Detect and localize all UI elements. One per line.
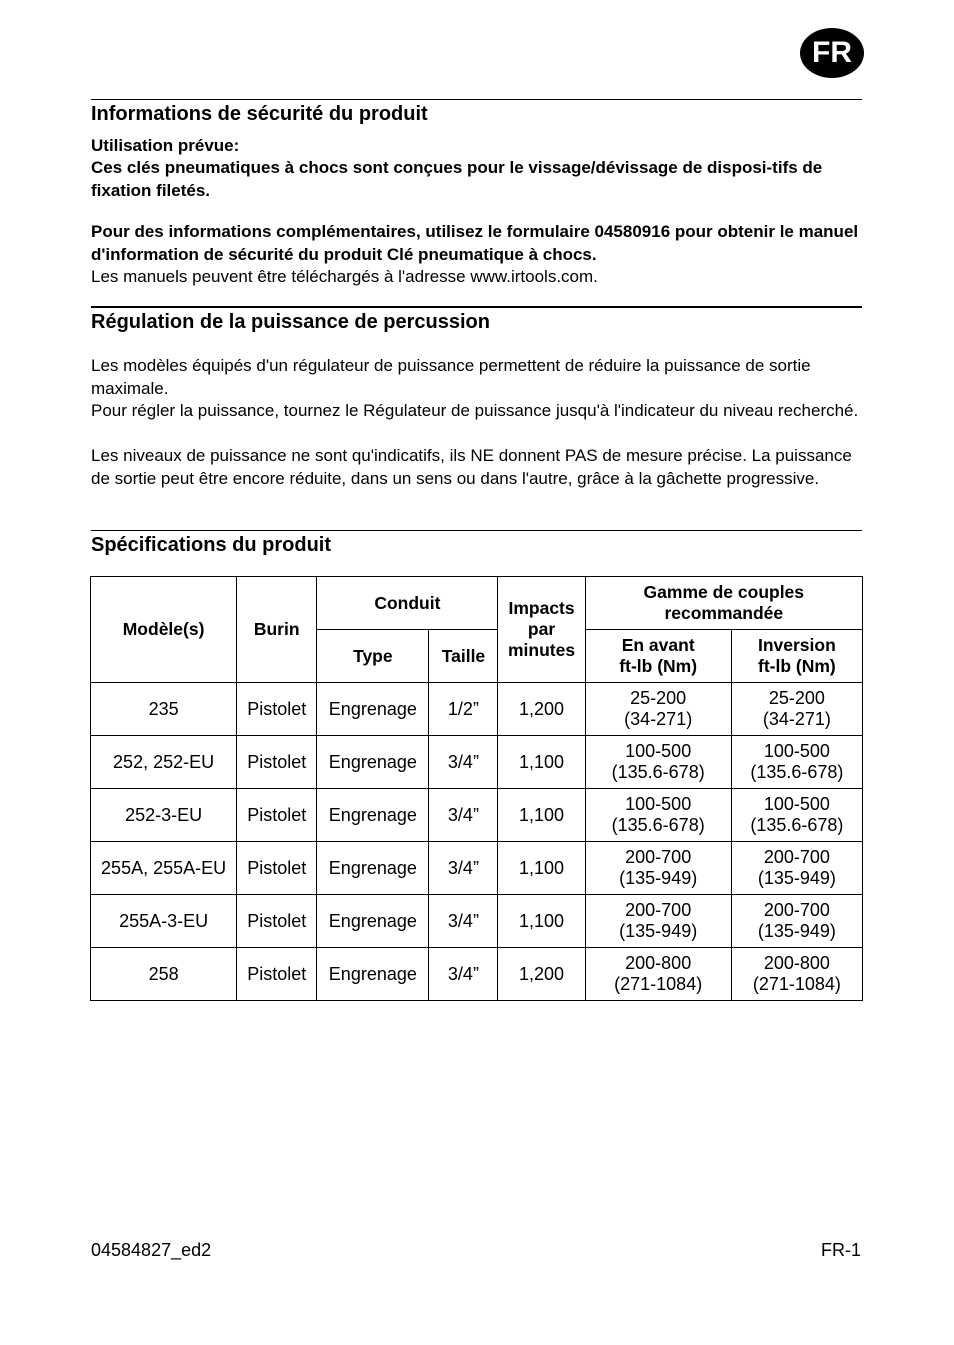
header-reverse: Inversion ft-lb (Nm) xyxy=(731,630,862,683)
table-row: 258 Pistolet Engrenage 3/4” 1,200 200-800 (271-1084) 200-800 (271-1084) xyxy=(91,948,863,1001)
table-row: 255A, 255A-EU Pistolet Engrenage 3/4” 1,100 200-700 (135-949) 200-700 (135-949) xyxy=(91,842,863,895)
intended-use-label: Utilisation prévue: xyxy=(91,136,240,155)
more-info-text: Pour des informations complémentaires, utilisez le formulaire 04580916 pour obtenir le manuel d'information de sécurité du produit Clé pneumatique à chocs. xyxy=(91,222,859,264)
table-row: 252, 252-EU Pistolet Engrenage 3/4” 1,100 100-500 (135.6-678) 100-500 (135.6-678) xyxy=(91,736,863,789)
download-text: Les manuels peuvent être téléchargés à l'adresse www.irtools.com. xyxy=(91,267,598,286)
regulation-heading: Régulation de la puissance de percussion xyxy=(91,311,490,333)
regulation-paragraph-1: Les modèles équipés d'un régulateur de puissance permettent de réduire la puissance de sortie maximale. xyxy=(91,356,811,398)
header-drive: Conduit xyxy=(317,577,498,630)
document-number: 04584827_ed2 xyxy=(91,1240,212,1260)
header-drive-type: Type xyxy=(317,630,429,683)
specifications-heading: Spécifications du produit xyxy=(91,534,332,556)
intended-use-text: Ces clés pneumatiques à chocs sont conçues pour le vissage/dévissage de disposi-tifs de fixation filetés. xyxy=(91,158,823,200)
page-number: FR-1 xyxy=(821,1240,861,1260)
language-badge: FR xyxy=(800,28,864,78)
safety-heading: Informations de sécurité du produit xyxy=(91,103,428,125)
top-divider xyxy=(91,99,862,100)
header-handle: Burin xyxy=(237,577,317,683)
section-divider xyxy=(91,306,862,308)
header-models: Modèle(s) xyxy=(91,577,237,683)
section-divider xyxy=(91,530,862,531)
table-row: 255A-3-EU Pistolet Engrenage 3/4” 1,100 200-700 (135-949) 200-700 (135-949) xyxy=(91,895,863,948)
header-impacts: Impacts par minutes xyxy=(498,577,585,683)
regulation-paragraph-2: Pour régler la puissance, tournez le Régulateur de puissance jusqu'à l'indicateur du niveau recherché. xyxy=(91,401,859,420)
header-forward: En avant ft-lb (Nm) xyxy=(585,630,731,683)
regulation-paragraph-3: Les niveaux de puissance ne sont qu'indicatifs, ils NE donnent PAS de mesure précise. La puissance de sortie peut être encore réduite, dans un sens ou dans l'autre, grâce à la gâchette progressive. xyxy=(91,446,852,488)
table-row: 235 Pistolet Engrenage 1/2” 1,200 25-200 (34-271) 25-200 (34-271) xyxy=(91,683,863,736)
specifications-table xyxy=(90,576,863,1001)
header-drive-size: Taille xyxy=(429,630,498,683)
header-torque-range: Gamme de couples recommandée xyxy=(585,577,862,630)
table-row: 252-3-EU Pistolet Engrenage 3/4” 1,100 100-500 (135.6-678) 100-500 (135.6-678) xyxy=(91,789,863,842)
